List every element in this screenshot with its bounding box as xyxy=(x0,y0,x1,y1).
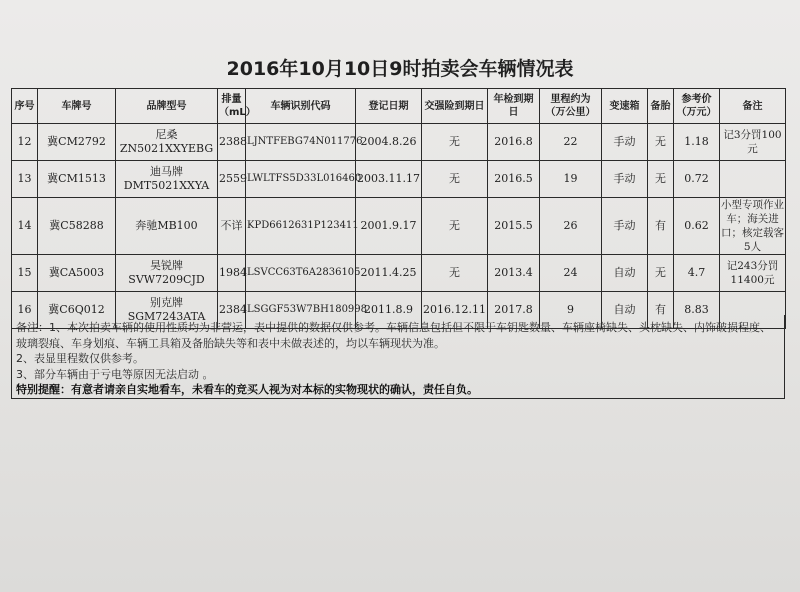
table-row xyxy=(12,255,786,292)
header-cell: 备注 xyxy=(720,89,786,124)
registration-date: 2004.8.26 xyxy=(356,124,422,161)
header-cell: 车辆识别代码 xyxy=(246,89,356,124)
table-row xyxy=(12,161,786,198)
note-line-1: 备注：1、本次拍卖车辆的使用性质均为非营运，表中提供的数据仅供参考。车辆信息包括但不限于车钥匙数量、车辆座椅缺失、头枕缺失、内饰破损程度、玻璃裂痕、车身划痕、车辆工具箱及备胎缺失等和表中未做表述的，均以车辆现状为准。 xyxy=(16,321,771,350)
model-name: 昊锐牌 xyxy=(150,259,183,272)
note-line-3: 3、部分车辆由于亏电等原因无法启动 。 xyxy=(16,367,214,381)
mileage: 22 xyxy=(540,124,602,161)
remark: 记3分罚100元 xyxy=(720,124,786,161)
displacement: 2388 xyxy=(218,124,246,161)
note-line-2: 2、表显里程数仅供参考。 xyxy=(16,352,144,365)
gearbox: 手动 xyxy=(602,198,648,255)
header-cell: 备胎 xyxy=(648,89,674,124)
header-cell: 序号 xyxy=(12,89,38,124)
mileage: 24 xyxy=(540,255,602,292)
gearbox: 自动 xyxy=(602,292,648,329)
model-name: 迪马牌 xyxy=(150,165,183,178)
mileage: 19 xyxy=(540,161,602,198)
brand-model xyxy=(116,161,218,198)
gearbox: 手动 xyxy=(602,161,648,198)
remark: 记243分罚11400元 xyxy=(720,255,786,292)
table-row xyxy=(12,198,786,255)
spare-tire: 有 xyxy=(648,292,674,329)
insurance-expiry: 无 xyxy=(422,255,488,292)
plate-number: 冀C58288 xyxy=(38,198,116,255)
vin-code: LSVCC63T6A2836105 xyxy=(246,255,356,292)
displacement: 2559 xyxy=(218,161,246,198)
header-cell: 车牌号 xyxy=(38,89,116,124)
header-cell: 登记日期 xyxy=(356,89,422,124)
model-code: SVW7209CJD xyxy=(128,273,205,286)
plate-number: 冀CM2792 xyxy=(38,124,116,161)
insurance-expiry: 无 xyxy=(422,124,488,161)
vin-code: LJNTFEBG74N011776 xyxy=(246,124,356,161)
model-name: 奔驰MB100 xyxy=(135,219,198,232)
brand-model xyxy=(116,124,218,161)
gearbox: 手动 xyxy=(602,124,648,161)
insurance-expiry: 2016.12.11 xyxy=(422,292,488,329)
mileage: 26 xyxy=(540,198,602,255)
reference-price: 0.62 xyxy=(674,198,720,255)
table-header-row xyxy=(12,89,786,124)
registration-date: 2011.4.25 xyxy=(356,255,422,292)
displacement: 2384 xyxy=(218,292,246,329)
reference-price: 0.72 xyxy=(674,161,720,198)
header-cell: 里程约为（万公里） xyxy=(540,89,602,124)
reference-price: 8.83 xyxy=(674,292,720,329)
row-number: 14 xyxy=(12,198,38,255)
spare-tire: 无 xyxy=(648,255,674,292)
special-reminder: 特别提醒：有意者请亲自实地看车，未看车的竞买人视为对本标的实物现状的确认，责任自负。 xyxy=(16,383,478,396)
brand-model xyxy=(116,198,218,255)
registration-date: 2001.9.17 xyxy=(356,198,422,255)
vin-code: LSGGF53W7BH180998 xyxy=(246,292,356,329)
model-code: DMT5021XXYA xyxy=(123,179,210,192)
spare-tire: 有 xyxy=(648,198,674,255)
brand-model xyxy=(116,255,218,292)
header-cell: 交强险到期日 xyxy=(422,89,488,124)
inspection-expiry: 2013.4 xyxy=(488,255,540,292)
remark: 小型专项作业车；海关进口；核定载客5人 xyxy=(721,199,784,253)
inspection-expiry: 2016.5 xyxy=(488,161,540,198)
header-cell: 年检到期日 xyxy=(488,89,540,124)
model-code: SGM7243ATA xyxy=(127,310,206,323)
registration-date: 2003.11.17 xyxy=(356,161,422,198)
notes-box xyxy=(11,315,785,399)
table-row xyxy=(12,124,786,161)
row-number: 16 xyxy=(12,292,38,329)
displacement: 1984 xyxy=(218,255,246,292)
page-title: 2016年10月10日9时拍卖会车辆情况表 xyxy=(226,58,574,80)
inspection-expiry: 2016.8 xyxy=(488,124,540,161)
inspection-expiry: 2017.8 xyxy=(488,292,540,329)
vehicle-table xyxy=(11,88,786,329)
model-name: 别克牌 xyxy=(150,296,183,309)
header-cell: 品牌型号 xyxy=(116,89,218,124)
displacement: 不详 xyxy=(218,198,246,255)
header-cell: 排量（mL） xyxy=(218,89,246,124)
gearbox: 自动 xyxy=(602,255,648,292)
vin-code: KPD6612631P123411 xyxy=(246,198,356,255)
model-name: 尼桑 xyxy=(155,128,178,141)
registration-date: 2011.8.9 xyxy=(356,292,422,329)
insurance-expiry: 无 xyxy=(422,161,488,198)
reference-price: 1.18 xyxy=(674,124,720,161)
plate-number: 冀CA5003 xyxy=(38,255,116,292)
header-cell: 参考价（万元） xyxy=(674,89,720,124)
remark xyxy=(720,161,786,198)
vin-code: LWLTFS5D33L016460 xyxy=(246,161,356,198)
spare-tire: 无 xyxy=(648,124,674,161)
row-number: 12 xyxy=(12,124,38,161)
header-cell: 变速箱 xyxy=(602,89,648,124)
spare-tire: 无 xyxy=(648,161,674,198)
plate-number: 冀C6Q012 xyxy=(38,292,116,329)
model-code: ZN5021XXYEBG xyxy=(119,142,214,155)
reference-price: 4.7 xyxy=(674,255,720,292)
insurance-expiry: 无 xyxy=(422,198,488,255)
inspection-expiry: 2015.5 xyxy=(488,198,540,255)
mileage: 9 xyxy=(540,292,602,329)
row-number: 13 xyxy=(12,161,38,198)
row-number: 15 xyxy=(12,255,38,292)
plate-number: 冀CM1513 xyxy=(38,161,116,198)
